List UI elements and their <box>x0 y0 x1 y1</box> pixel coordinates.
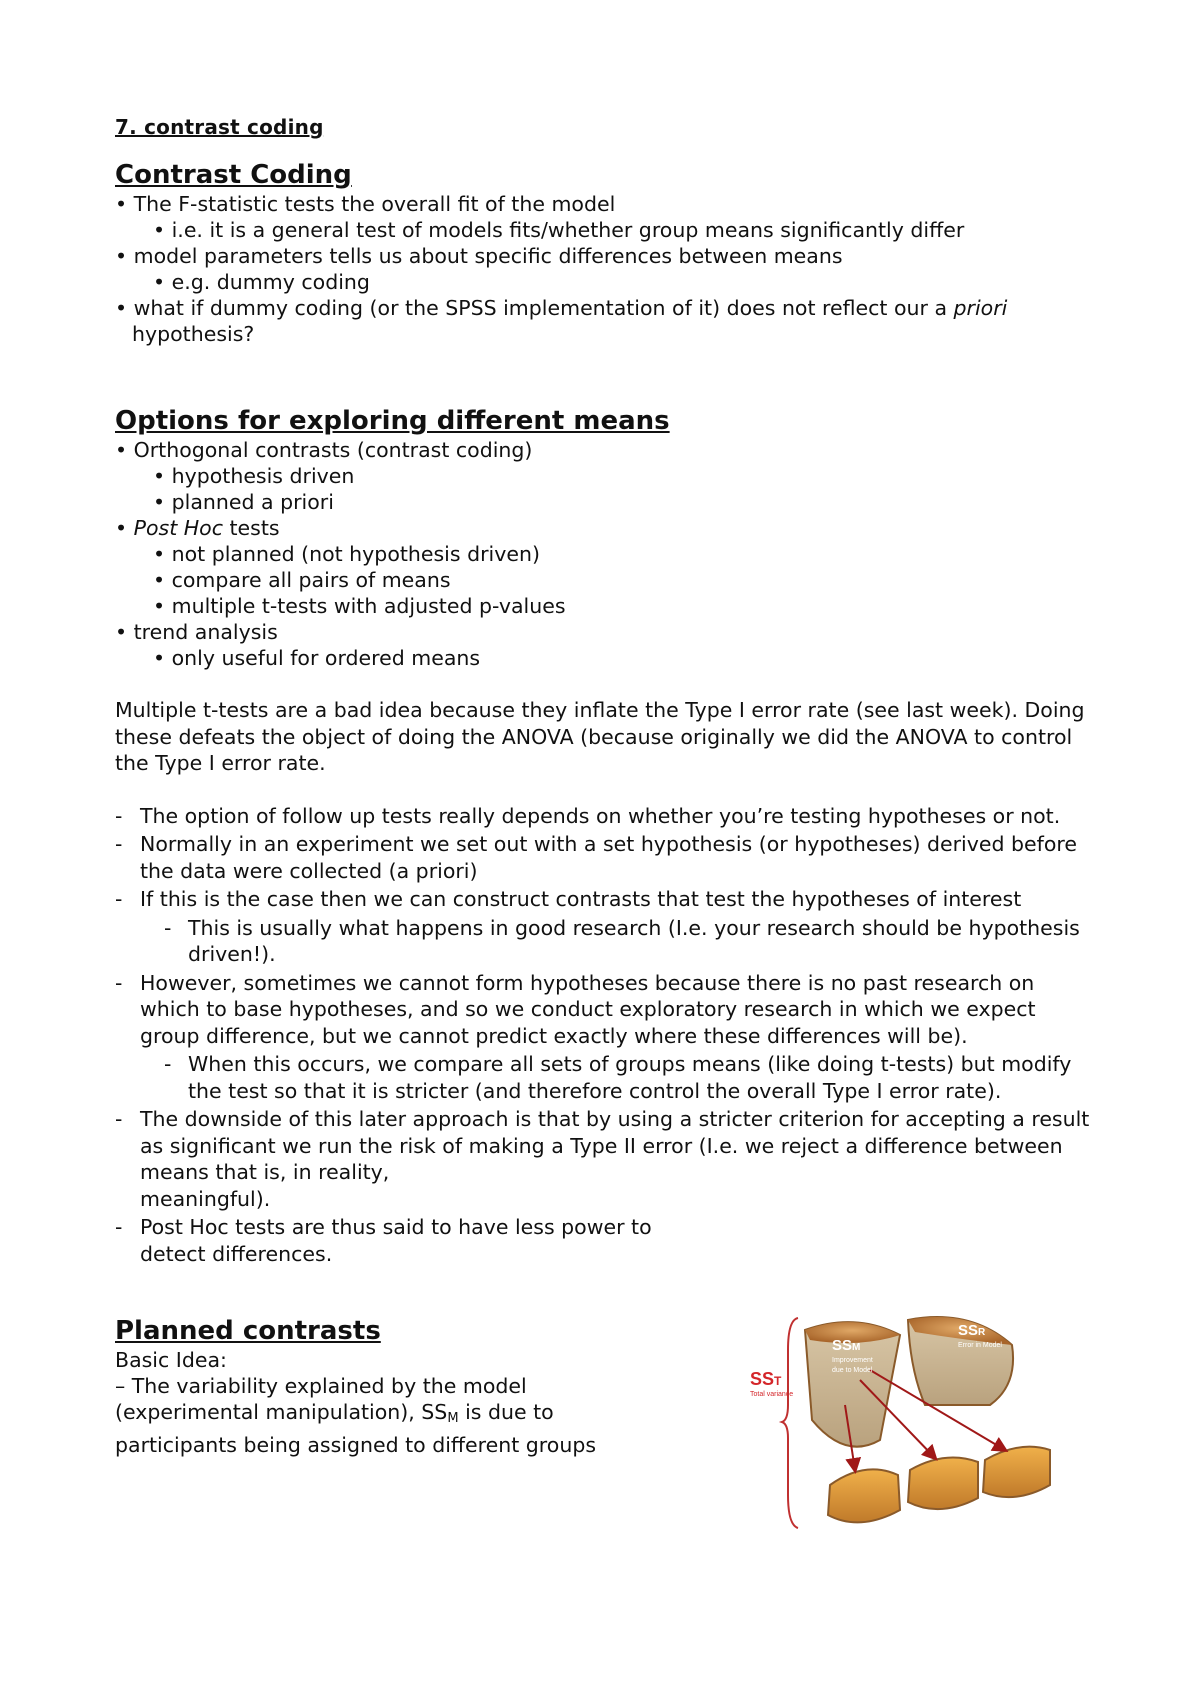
basic-idea-text: (experimental manipulation), SS <box>115 1400 448 1424</box>
bullet-what-if-continued: hypothesis? <box>132 322 255 346</box>
dash-marker: - <box>115 1215 123 1239</box>
sub-bullet-general-test: • i.e. it is a general test of models fits/whether group means significantly differ <box>153 218 965 242</box>
label-ssm: SS <box>832 1337 853 1354</box>
dash-text: This is usually what happens in good research (I.e. your research should be hypothesis driven!). <box>188 915 1080 966</box>
basic-idea-label: Basic Idea: <box>115 1348 227 1372</box>
bullet-what-if <box>115 295 1100 321</box>
top-heading: 7. contrast coding <box>115 115 324 139</box>
spacer <box>115 777 1100 803</box>
dash-item <box>115 831 1100 884</box>
dash-text: If this is the case then we can construct contrasts that test the hypotheses of interest <box>140 887 1022 911</box>
sub-bullet-hypothesis-driven: • hypothesis driven <box>153 464 355 488</box>
cake-slice-3 <box>983 1447 1050 1497</box>
document-page <box>115 115 1100 1458</box>
sub-bullet-not-planned: • not planned (not hypothesis driven) <box>153 542 540 566</box>
label-ssr-caption: Error in Model <box>958 1342 1002 1349</box>
label-ssr-sub: R <box>978 1327 986 1338</box>
dash-sub-item <box>115 1051 1100 1104</box>
bullet-post-hoc-text: tests <box>222 516 280 540</box>
bullet-trend-analysis: • trend analysis <box>115 620 278 644</box>
dash-item <box>115 1214 1100 1267</box>
dash-text-continued: detect differences. <box>140 1241 333 1266</box>
label-ssm-caption-1: Improvement <box>832 1357 873 1364</box>
dash-text: However, sometimes we cannot form hypotheses because there is no past research on which to base hypotheses, and so we conduct exploratory research in which we expect group difference, but we cannot predict exactly where these differences will be). <box>140 970 1036 1048</box>
svg-text:SSR <box>958 1322 986 1339</box>
dash-sub-item <box>115 915 1100 968</box>
dash-marker: - <box>115 970 123 995</box>
heading-contrast-coding: Contrast Coding <box>115 160 352 190</box>
bullet-post-hoc-dot: • <box>115 516 134 540</box>
cake-variance-figure <box>750 1310 1100 1545</box>
bullet-f-statistic: • The F-statistic tests the overall fit of the model <box>115 192 616 216</box>
dash-item <box>115 803 1100 830</box>
bullet-orthogonal: • Orthogonal contrasts (contrast coding) <box>115 438 533 462</box>
sub-bullet-dummy-coding: • e.g. dummy coding <box>153 270 370 294</box>
bullet-what-if-text: • what if dummy coding (or the SPSS implementation of it) does not reflect our a <box>115 296 954 320</box>
dash-text: The option of follow up tests really depends on whether you’re testing hypotheses or not. <box>140 803 1061 828</box>
label-sst-caption: Total variance <box>750 1391 794 1398</box>
sub-bullet-ordered-means: • only useful for ordered means <box>153 646 481 670</box>
heading-planned-contrasts: Planned contrasts <box>115 1316 381 1346</box>
spacer <box>115 1269 1100 1315</box>
basic-idea-text: is due to <box>458 1400 554 1424</box>
dash-marker: - <box>115 887 123 911</box>
dash-text: Post Hoc tests are thus said to have less power to <box>140 1215 652 1239</box>
svg-text:SST <box>750 1369 782 1389</box>
basic-idea-line-3: participants being assigned to different groups <box>115 1433 597 1457</box>
dash-item <box>115 886 1100 913</box>
dash-marker: - <box>164 915 172 940</box>
dash-item <box>115 970 1100 1050</box>
basic-idea-line-1: – The variability explained by the model <box>115 1374 527 1398</box>
dash-marker: - <box>115 832 123 856</box>
dash-list <box>115 803 1100 1268</box>
bullet-model-parameters: • model parameters tells us about specific differences between means <box>115 244 843 268</box>
bullet-post-hoc-emphasis: Post Hoc <box>133 516 223 540</box>
label-ssr: SS <box>958 1322 979 1339</box>
paragraph-multiple-t-tests: Multiple t-tests are a bad idea because they inflate the Type I error rate (see last week). Doing these defeats the object of doing the ANOVA (because originally we did the ANOVA to control the Type I error rate. <box>115 698 1085 775</box>
dash-text: When this occurs, we compare all sets of groups means (like doing t-tests) but modify the test so that it is stricter (and therefore control the overall Type I error rate). <box>188 1052 1072 1103</box>
bullet-what-if-emphasis: priori <box>953 296 1008 320</box>
dash-item <box>115 1106 1100 1212</box>
label-sst: SS <box>750 1369 775 1389</box>
sub-bullet-planned: • planned a priori <box>153 490 334 514</box>
label-sst-sub: T <box>774 1374 782 1388</box>
cake-slice-2 <box>908 1458 978 1510</box>
sub-bullet-multiple-t-tests: • multiple t-tests with adjusted p-values <box>153 594 566 618</box>
dash-text: The downside of this later approach is that by using a stricter criterion for accepting a result as significant we run the risk of making a Type II error (I.e. we reject a difference between means that is, in reality, <box>140 1107 1090 1184</box>
dash-marker: - <box>115 1107 123 1131</box>
bullet-post-hoc <box>115 515 1100 541</box>
dash-text-continued: meaningful). <box>140 1186 271 1211</box>
label-ssm-sub: M <box>852 1342 861 1353</box>
dash-marker: - <box>164 1052 172 1076</box>
cake-slice-1 <box>828 1469 900 1522</box>
sub-bullet-compare-pairs: • compare all pairs of means <box>153 568 451 592</box>
spacer <box>115 671 1100 697</box>
dash-text: Normally in an experiment we set out with a set hypothesis (or hypotheses) derived before the data were collected (a priori) <box>140 832 1078 883</box>
label-ssm-caption-2: due to Model <box>832 1367 873 1374</box>
dash-marker: - <box>115 803 123 828</box>
heading-options: Options for exploring different means <box>115 406 670 436</box>
brace-icon <box>782 1318 798 1528</box>
ssm-subscript: M <box>447 1411 459 1426</box>
spacer <box>115 347 1100 405</box>
